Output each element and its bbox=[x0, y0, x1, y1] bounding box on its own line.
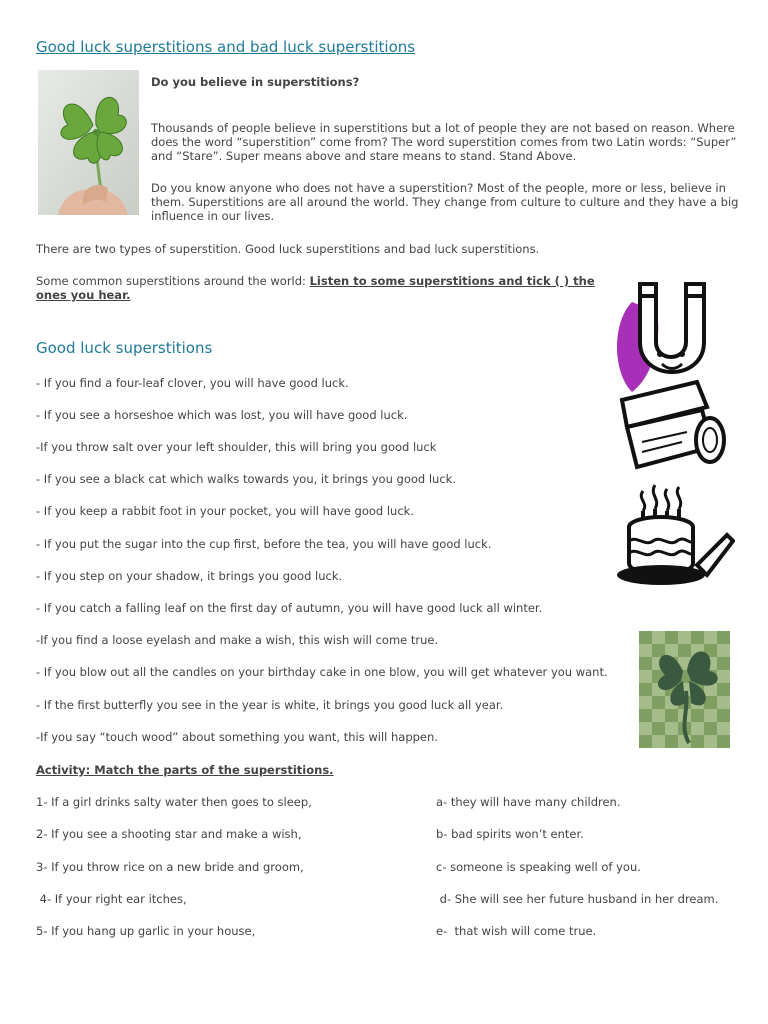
four-leaf-clover-photo bbox=[38, 70, 139, 215]
activity-left-item: 2- If you see a shooting star and make a wish, bbox=[36, 827, 302, 841]
good-luck-item: - If you put the sugar into the cup first, before the tea, you will have good luck. bbox=[36, 537, 492, 551]
good-luck-item: - If you see a black cat which walks towards you, it brings you good luck. bbox=[36, 472, 456, 486]
good-luck-heading: Good luck superstitions bbox=[36, 339, 213, 357]
activity-left-item: 1- If a girl drinks salty water then goes to sleep, bbox=[36, 795, 312, 809]
listen-sentence bbox=[36, 274, 606, 302]
activity-left-item: 4- If your right ear itches, bbox=[36, 892, 187, 906]
good-luck-item: - If you keep a rabbit foot in your pocket, you will have good luck. bbox=[36, 504, 414, 518]
horseshoe-on-log-clipart bbox=[612, 282, 730, 474]
activity-right-item: c- someone is speaking well of you. bbox=[436, 860, 641, 874]
types-sentence: There are two types of superstition. Good luck superstitions and bad luck superstitions. bbox=[36, 242, 540, 256]
activity-heading: Activity: Match the parts of the superstitions. bbox=[36, 763, 334, 777]
intro-paragraph-1: Thousands of people believe in superstitions but a lot of people they are not based on reason. Where does the word “superstition” come from? The word superstition comes from two Latin words: “Super” and “Stare”. Super means above and stare means to stand. Stand Above. bbox=[151, 121, 737, 163]
intro-paragraph-2: Do you know anyone who does not have a superstition? Most of the people, more or less, believe in them. Superstitions are all around the world. They change from culture to culture and they have a big influence in our lives. bbox=[151, 181, 739, 223]
listen-prefix: Some common superstitions around the world: bbox=[36, 274, 310, 288]
birthday-cake-clipart bbox=[615, 483, 735, 593]
good-luck-item: -If you find a loose eyelash and make a wish, this wish will come true. bbox=[36, 633, 439, 647]
clover-checkered-clipart bbox=[639, 631, 730, 748]
good-luck-item: -If you throw salt over your left shoulder, this will bring you good luck bbox=[36, 440, 437, 454]
activity-left-item: 3- If you throw rice on a new bride and groom, bbox=[36, 860, 304, 874]
good-luck-item: - If you find a four-leaf clover, you will have good luck. bbox=[36, 376, 349, 390]
listen-instruction: Listen to some superstitions and tick ( ) the ones you hear. bbox=[36, 274, 595, 302]
good-luck-item: - If you catch a falling leaf on the first day of autumn, you will have good luck all winter. bbox=[36, 601, 543, 615]
good-luck-item: - If you blow out all the candles on your birthday cake in one blow, you will get whatever you want. bbox=[36, 665, 608, 679]
good-luck-item: - If you step on your shadow, it brings you good luck. bbox=[36, 569, 343, 583]
page-title: Good luck superstitions and bad luck superstitions bbox=[36, 38, 416, 56]
intro-question: Do you believe in superstitions? bbox=[151, 75, 360, 89]
good-luck-item: - If the first butterfly you see in the year is white, it brings you good luck all year. bbox=[36, 698, 504, 712]
activity-right-item: b- bad spirits won’t enter. bbox=[436, 827, 584, 841]
activity-right-item: d- She will see her future husband in her dream. bbox=[436, 892, 719, 906]
activity-right-item: e- that wish will come true. bbox=[436, 924, 597, 938]
good-luck-item: -If you say “touch wood” about something you want, this will happen. bbox=[36, 730, 438, 744]
good-luck-item: - If you see a horseshoe which was lost, you will have good luck. bbox=[36, 408, 408, 422]
activity-left-item: 5- If you hang up garlic in your house, bbox=[36, 924, 256, 938]
activity-right-item: a- they will have many children. bbox=[436, 795, 621, 809]
